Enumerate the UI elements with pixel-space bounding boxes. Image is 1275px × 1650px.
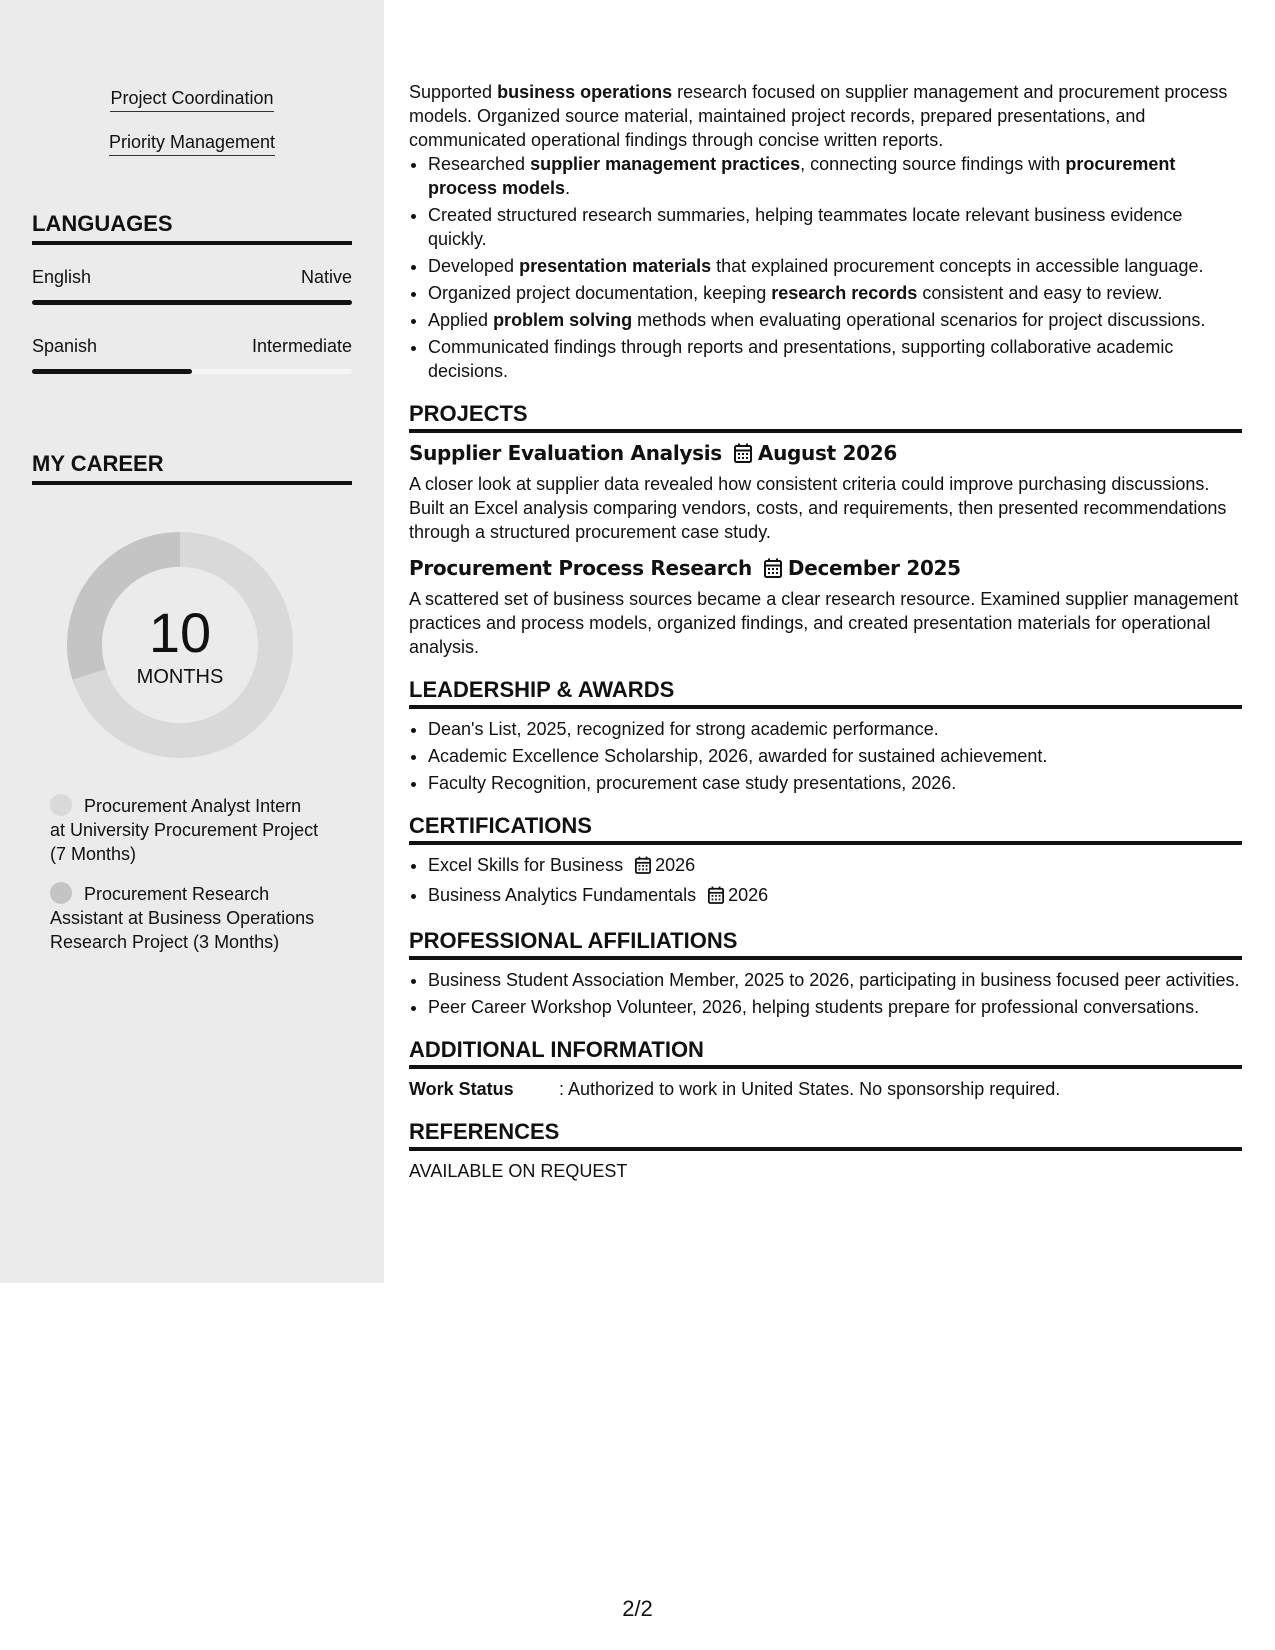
list-item [428, 883, 1242, 910]
language-bar-fill [32, 300, 352, 305]
legend-dot-icon [50, 794, 72, 816]
references-text: AVAILABLE ON REQUEST [409, 1161, 628, 1181]
list-item [428, 203, 1242, 251]
list-item: • Academic Excellence Scholarship, 2026, awarded for sustained achievement. [428, 744, 1242, 768]
list-item [428, 254, 1242, 278]
certification-date: 2026 [728, 885, 769, 905]
language-row [32, 336, 352, 357]
experience-summary [409, 80, 1242, 152]
career-donut-chart [66, 531, 294, 759]
affiliations-heading: PROFESSIONAL AFFILIATIONS [409, 928, 1242, 960]
calendar-icon [764, 558, 782, 583]
list-item [428, 281, 1242, 305]
project-description: A scattered set of business sources became a clear research resource. Examined supplier management practices and process models, organized findings, and created presentation materials for operational analysis. [409, 589, 1239, 657]
certifications-heading: CERTIFICATIONS [409, 813, 1242, 845]
language-bar-fill [32, 369, 192, 374]
project-title: Supplier Evaluation Analysis [409, 441, 722, 465]
work-status-row [409, 1077, 1242, 1101]
references-heading: REFERENCES [409, 1119, 1242, 1151]
career-legend [50, 794, 320, 970]
summary-text: research focused on supplier management and procurement process models. Organized source material, maintained project records, prepared presentations, and communicated operational findings through concise written reports. [409, 82, 1228, 150]
projects-heading: PROJECTS [409, 401, 1242, 433]
certification-name: Excel Skills for Business [428, 855, 624, 875]
skill-tag: Project Coordination [110, 86, 273, 112]
bullet-emphasis: supplier management practices [530, 154, 801, 174]
bullet-text: Communicated findings through reports and presentations, supporting collaborative academic decisions. [428, 337, 1174, 381]
certification-name: Business Analytics Fundamentals [428, 885, 697, 905]
calendar-icon [734, 443, 752, 468]
bullet-text: Researched [428, 154, 531, 174]
list-item [428, 308, 1242, 332]
project-title: Procurement Process Research [409, 556, 752, 580]
language-bar [32, 369, 352, 374]
language-row [32, 267, 352, 288]
bullet-emphasis: procurement process models [428, 154, 1176, 198]
language-level: Native [300, 267, 352, 287]
list-item: • Business Student Association Member, 2025 to 2026, participating in business focused peer activities. [428, 968, 1242, 992]
experience-bullets [409, 152, 1242, 383]
certifications-list [409, 853, 1242, 910]
sidebar [0, 0, 384, 1283]
career-heading: MY CAREER [32, 451, 352, 485]
legend-dot-icon [50, 882, 72, 904]
bullet-text: , connecting source findings with [800, 154, 1066, 174]
list-item: • Dean's List, 2025, recognized for strong academic performance. [428, 717, 1242, 741]
bullet-text: Applied [428, 310, 494, 330]
certification-date: 2026 [655, 855, 696, 875]
project-title-row [409, 441, 1242, 468]
additional-info-heading: ADDITIONAL INFORMATION [409, 1037, 1242, 1069]
bullet-emphasis: presentation materials [519, 256, 712, 276]
page-number: 2/2 [622, 1596, 653, 1621]
calendar-icon [708, 886, 724, 910]
project-title-row [409, 556, 1242, 583]
languages-heading: LANGUAGES [32, 211, 352, 245]
language-name: English [32, 267, 92, 287]
leadership-heading: LEADERSHIP & AWARDS [409, 677, 1242, 709]
list-item: • Faculty Recognition, procurement case study presentations, 2026. [428, 771, 1242, 795]
bullet-text: methods when evaluating operational scenarios for project discussions. [632, 310, 1206, 330]
career-item [50, 882, 320, 954]
language-level: Intermediate [251, 336, 352, 356]
bullet-emphasis: research records [771, 283, 918, 303]
bullet-text: that explained procurement concepts in accessible language. [711, 256, 1204, 276]
career-item [50, 794, 320, 866]
language-name: Spanish [32, 336, 98, 356]
bullet-text: Developed [428, 256, 520, 276]
career-item-label: Procurement Research Assistant at Business Operations Research Project (3 Months) [50, 884, 315, 952]
work-status-label: Work Status [409, 1079, 514, 1099]
calendar-icon [635, 856, 651, 880]
skill-tag: Priority Management [109, 130, 275, 156]
work-status-value: : Authorized to work in United States. No sponsorship required. [559, 1079, 1061, 1099]
summary-emphasis: business operations [497, 82, 673, 102]
list-item [428, 152, 1242, 200]
bullet-text: . [565, 178, 571, 198]
list-item [428, 853, 1242, 880]
project-description: A closer look at supplier data revealed how consistent criteria could improve purchasing discussions. Built an Excel analysis comparing vendors, costs, and requirements, then presented recommendations through a structured procurement case study. [409, 474, 1227, 542]
affiliations-list [409, 968, 1242, 1019]
project-date: December 2025 [787, 556, 961, 580]
main-content [409, 80, 1242, 1183]
list-item: • Peer Career Workshop Volunteer, 2026, helping students prepare for professional conversations. [428, 995, 1242, 1019]
project-date: August 2026 [757, 441, 897, 465]
bullet-text: Created structured research summaries, helping teammates locate relevant business evidence quickly. [428, 205, 1183, 249]
list-item [428, 335, 1242, 383]
leadership-list [409, 717, 1242, 795]
skills-list [0, 86, 384, 174]
bullet-text: consistent and easy to review. [917, 283, 1163, 303]
career-total-unit: MONTHS [136, 666, 224, 688]
bullet-emphasis: problem solving [493, 310, 633, 330]
career-item-label: Procurement Analyst Intern at University Procurement Project (7 Months) [50, 796, 319, 864]
bullet-text: Organized project documentation, keeping [428, 283, 772, 303]
career-total-value: 10 [148, 601, 212, 664]
summary-text: Supported [409, 82, 498, 102]
language-bar [32, 300, 352, 305]
